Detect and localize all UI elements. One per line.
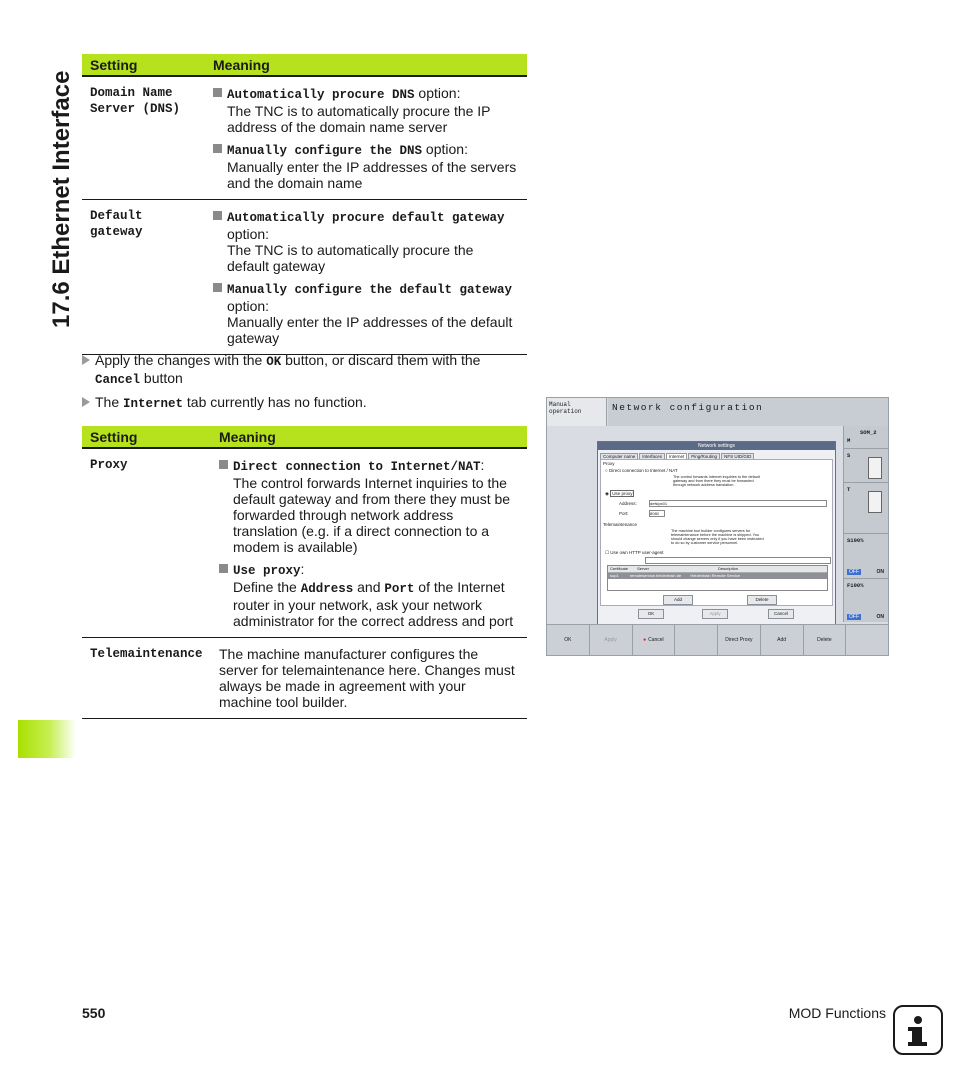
- setting-cell: Default gateway: [82, 200, 205, 355]
- table-header-row: [82, 426, 527, 448]
- grid-header-cell: Description: [718, 566, 739, 571]
- option-text: and: [353, 579, 385, 595]
- softkey-label: Delete: [817, 637, 832, 643]
- option-item: [213, 280, 519, 346]
- meaning-cell: [205, 76, 527, 200]
- meaning-cell: [205, 200, 527, 355]
- page-number: 550: [82, 1005, 106, 1021]
- softkey-label: OK: [564, 637, 572, 643]
- use-proxy-radio[interactable]: ◉ Use proxy: [605, 491, 633, 496]
- square-bullet-icon: [213, 88, 222, 97]
- option-text: : Define the: [233, 561, 305, 595]
- side-label: SOM_2: [860, 429, 877, 436]
- proxy-group-label: Proxy: [603, 461, 615, 466]
- use-proxy-label: Use proxy: [612, 491, 633, 496]
- network-settings-dialog: [597, 441, 836, 625]
- side-label: S: [847, 452, 851, 459]
- grid-header-cell: Certificate: [610, 566, 629, 571]
- step-text: Apply the changes with the: [95, 352, 267, 368]
- tab-ping-routing[interactable]: Ping/Routing: [688, 453, 720, 460]
- grid-cell: Heidenhain Remote Service: [690, 573, 741, 578]
- on-badge: ON: [876, 569, 884, 575]
- arrow-bullet-icon: [82, 397, 90, 407]
- option-code: Direct connection to Internet/NAT: [233, 460, 481, 474]
- meaning-cell: [211, 448, 527, 638]
- side-label: M: [847, 437, 851, 444]
- square-bullet-icon: [213, 283, 222, 292]
- column-header-setting: Setting: [82, 54, 205, 76]
- option-item: [219, 561, 519, 629]
- table-row: [82, 200, 527, 355]
- settings-table-dns-gateway: [82, 54, 527, 355]
- softkey-apply[interactable]: [590, 625, 633, 655]
- off-badge: OFF: [849, 614, 859, 620]
- screen-header: Network configuration: [608, 398, 888, 426]
- column-header-meaning: Meaning: [211, 426, 527, 448]
- grid-header: [608, 566, 827, 573]
- softkey-empty[interactable]: [675, 625, 718, 655]
- softkey-delete[interactable]: [804, 625, 847, 655]
- chapter-thumb-tab: [18, 720, 76, 758]
- step-text: The: [95, 394, 124, 410]
- network-configuration-screenshot: [546, 397, 889, 656]
- footer-section-title: MOD Functions: [788, 1005, 886, 1021]
- option-code: Automatically procure default gateway: [227, 211, 505, 225]
- option-tail: option:: [414, 85, 461, 101]
- side-label: S100%: [847, 537, 864, 544]
- telemaintenance-description: The machine tool builder configures servers for telemaintenance before the machine is shipped. You should change servers only if you have been instructed to do so by customer service personnel.: [671, 529, 764, 545]
- square-bullet-icon: [219, 564, 228, 573]
- tab-computer-name[interactable]: Computer name: [600, 453, 638, 460]
- table-row: [82, 638, 527, 719]
- softkey-direct-proxy[interactable]: [718, 625, 761, 655]
- settings-table-proxy: [82, 426, 527, 719]
- port-input[interactable]: 8080: [649, 510, 665, 517]
- instruction-step: [82, 352, 522, 388]
- side-label: F100%: [847, 582, 864, 589]
- tool-icon: [868, 491, 882, 513]
- address-input[interactable]: defslpx01: [649, 500, 827, 507]
- step-text: tab currently has no function.: [183, 394, 367, 410]
- side-cell: [844, 483, 888, 534]
- grid-header-cell: Server: [637, 566, 649, 571]
- step-code: OK: [266, 355, 282, 369]
- softkey-label: Cancel: [648, 637, 664, 643]
- side-cell: [844, 449, 888, 483]
- instruction-step: [82, 394, 522, 412]
- option-code: Automatically procure DNS: [227, 88, 415, 102]
- step-code: Cancel: [95, 373, 141, 387]
- softkey-cancel[interactable]: [633, 625, 676, 655]
- option-text: : The control forwards Internet inquiries to the default gateway and from there they must be forwarded through network address translation (e.g. if a direct connection to a modem is available): [233, 457, 511, 555]
- square-bullet-icon: [213, 144, 222, 153]
- option-item: [213, 85, 519, 135]
- on-badge: ON: [876, 614, 884, 620]
- step-code: Internet: [123, 397, 184, 411]
- telemaintenance-group-label: Telemaintenance: [603, 522, 638, 527]
- square-bullet-icon: [219, 460, 228, 469]
- column-header-meaning: Meaning: [205, 54, 527, 76]
- operating-mode-label: Manual operation: [547, 398, 607, 426]
- option-text: The TNC is to automatically procure the IP address of the domain name server: [227, 103, 491, 135]
- softkey-label: Direct Proxy: [725, 637, 753, 643]
- direct-connection-radio[interactable]: ○ Direct connection to Internet / NAT: [605, 468, 678, 473]
- side-label: T: [847, 486, 851, 493]
- internet-tab-pane: [600, 459, 833, 606]
- option-text: of the Internet router in your network, ask your network administrator for the correct address and port: [233, 579, 514, 629]
- dialog-add-button[interactable]: Add: [663, 595, 693, 605]
- direct-connection-label: Direct connection to Internet / NAT: [608, 468, 678, 473]
- http-user-agent-checkbox[interactable]: ☐ Use own HTTP user-agent: [605, 550, 664, 555]
- table-row: [82, 76, 527, 200]
- softkey-empty[interactable]: [846, 625, 888, 655]
- arrow-bullet-icon: [82, 355, 90, 365]
- option-code: Manually configure the DNS: [227, 144, 423, 158]
- chapter-heading: [0, 0, 75, 340]
- telemaintenance-server-grid: [607, 565, 828, 591]
- option-item: [213, 208, 519, 274]
- grid-cell: sup1: [610, 573, 619, 578]
- step-text: button: [140, 370, 183, 386]
- tab-nfs-uid-gid[interactable]: NFS UID/GID: [721, 453, 754, 460]
- direct-connection-description: The control forwards Internet inquiries to the default gateway and from there they must be forwarded through network address translation.: [673, 475, 760, 487]
- grid-row[interactable]: [608, 573, 827, 579]
- info-icon: [893, 1005, 943, 1055]
- dialog-title: Network settings: [598, 442, 835, 450]
- option-text: Manually enter the IP addresses of the servers and the domain name: [227, 159, 517, 191]
- setting-cell: Domain Name Server (DNS): [82, 76, 205, 200]
- option-code: Address: [300, 582, 354, 596]
- step-text: button, or discard them with the: [281, 352, 481, 368]
- softkey-bar: [547, 624, 888, 655]
- side-cell[interactable]: [844, 534, 888, 579]
- status-side-panel: [843, 426, 888, 622]
- meaning-cell: The machine manufacturer configures the server for telemaintenance here. Changes must always be made in agreement with your machine tool builder.: [211, 638, 527, 719]
- setting-cell: Telemaintenance: [82, 638, 211, 719]
- http-user-agent-input[interactable]: [645, 557, 831, 564]
- softkey-label: Add: [777, 637, 787, 643]
- off-badge: OFF: [849, 569, 859, 575]
- tab-internet[interactable]: Internet: [666, 453, 687, 460]
- cancel-icon: ●: [643, 637, 647, 643]
- chapter-title: 17.6 Ethernet Interface: [48, 70, 75, 328]
- http-user-agent-label: Use own HTTP user-agent: [610, 550, 664, 555]
- table-row: [82, 448, 527, 638]
- address-label: Address:: [619, 501, 637, 506]
- dialog-cancel-button[interactable]: Cancel: [768, 609, 794, 619]
- port-label: Port:: [619, 511, 629, 516]
- side-cell[interactable]: [844, 579, 888, 623]
- dialog-delete-button[interactable]: Delete: [747, 595, 777, 605]
- softkey-label: Apply: [604, 637, 617, 643]
- option-code: Manually configure the default gateway: [227, 283, 513, 297]
- grid-cell: remoteservice.heidenhain.de: [629, 573, 682, 578]
- option-item: [219, 457, 519, 555]
- spindle-icon: [868, 457, 882, 479]
- option-tail: option:: [422, 141, 468, 157]
- table-header-row: [82, 54, 527, 76]
- column-header-setting: Setting: [82, 426, 211, 448]
- dialog-apply-button[interactable]: Apply: [702, 609, 728, 619]
- option-text: option: Manually enter the IP addresses of the default gateway: [227, 298, 513, 346]
- dialog-ok-button[interactable]: OK: [638, 609, 664, 619]
- option-code: Port: [384, 582, 415, 596]
- side-cell: [844, 426, 888, 449]
- square-bullet-icon: [213, 211, 222, 220]
- option-item: [213, 141, 519, 191]
- option-code: Use proxy: [233, 564, 301, 578]
- tab-interfaces[interactable]: Interfaces: [639, 453, 665, 460]
- option-text: option: The TNC is to automatically procure the default gateway: [227, 226, 474, 274]
- softkey-ok[interactable]: [547, 625, 590, 655]
- setting-cell: Proxy: [82, 448, 211, 638]
- softkey-add[interactable]: [761, 625, 804, 655]
